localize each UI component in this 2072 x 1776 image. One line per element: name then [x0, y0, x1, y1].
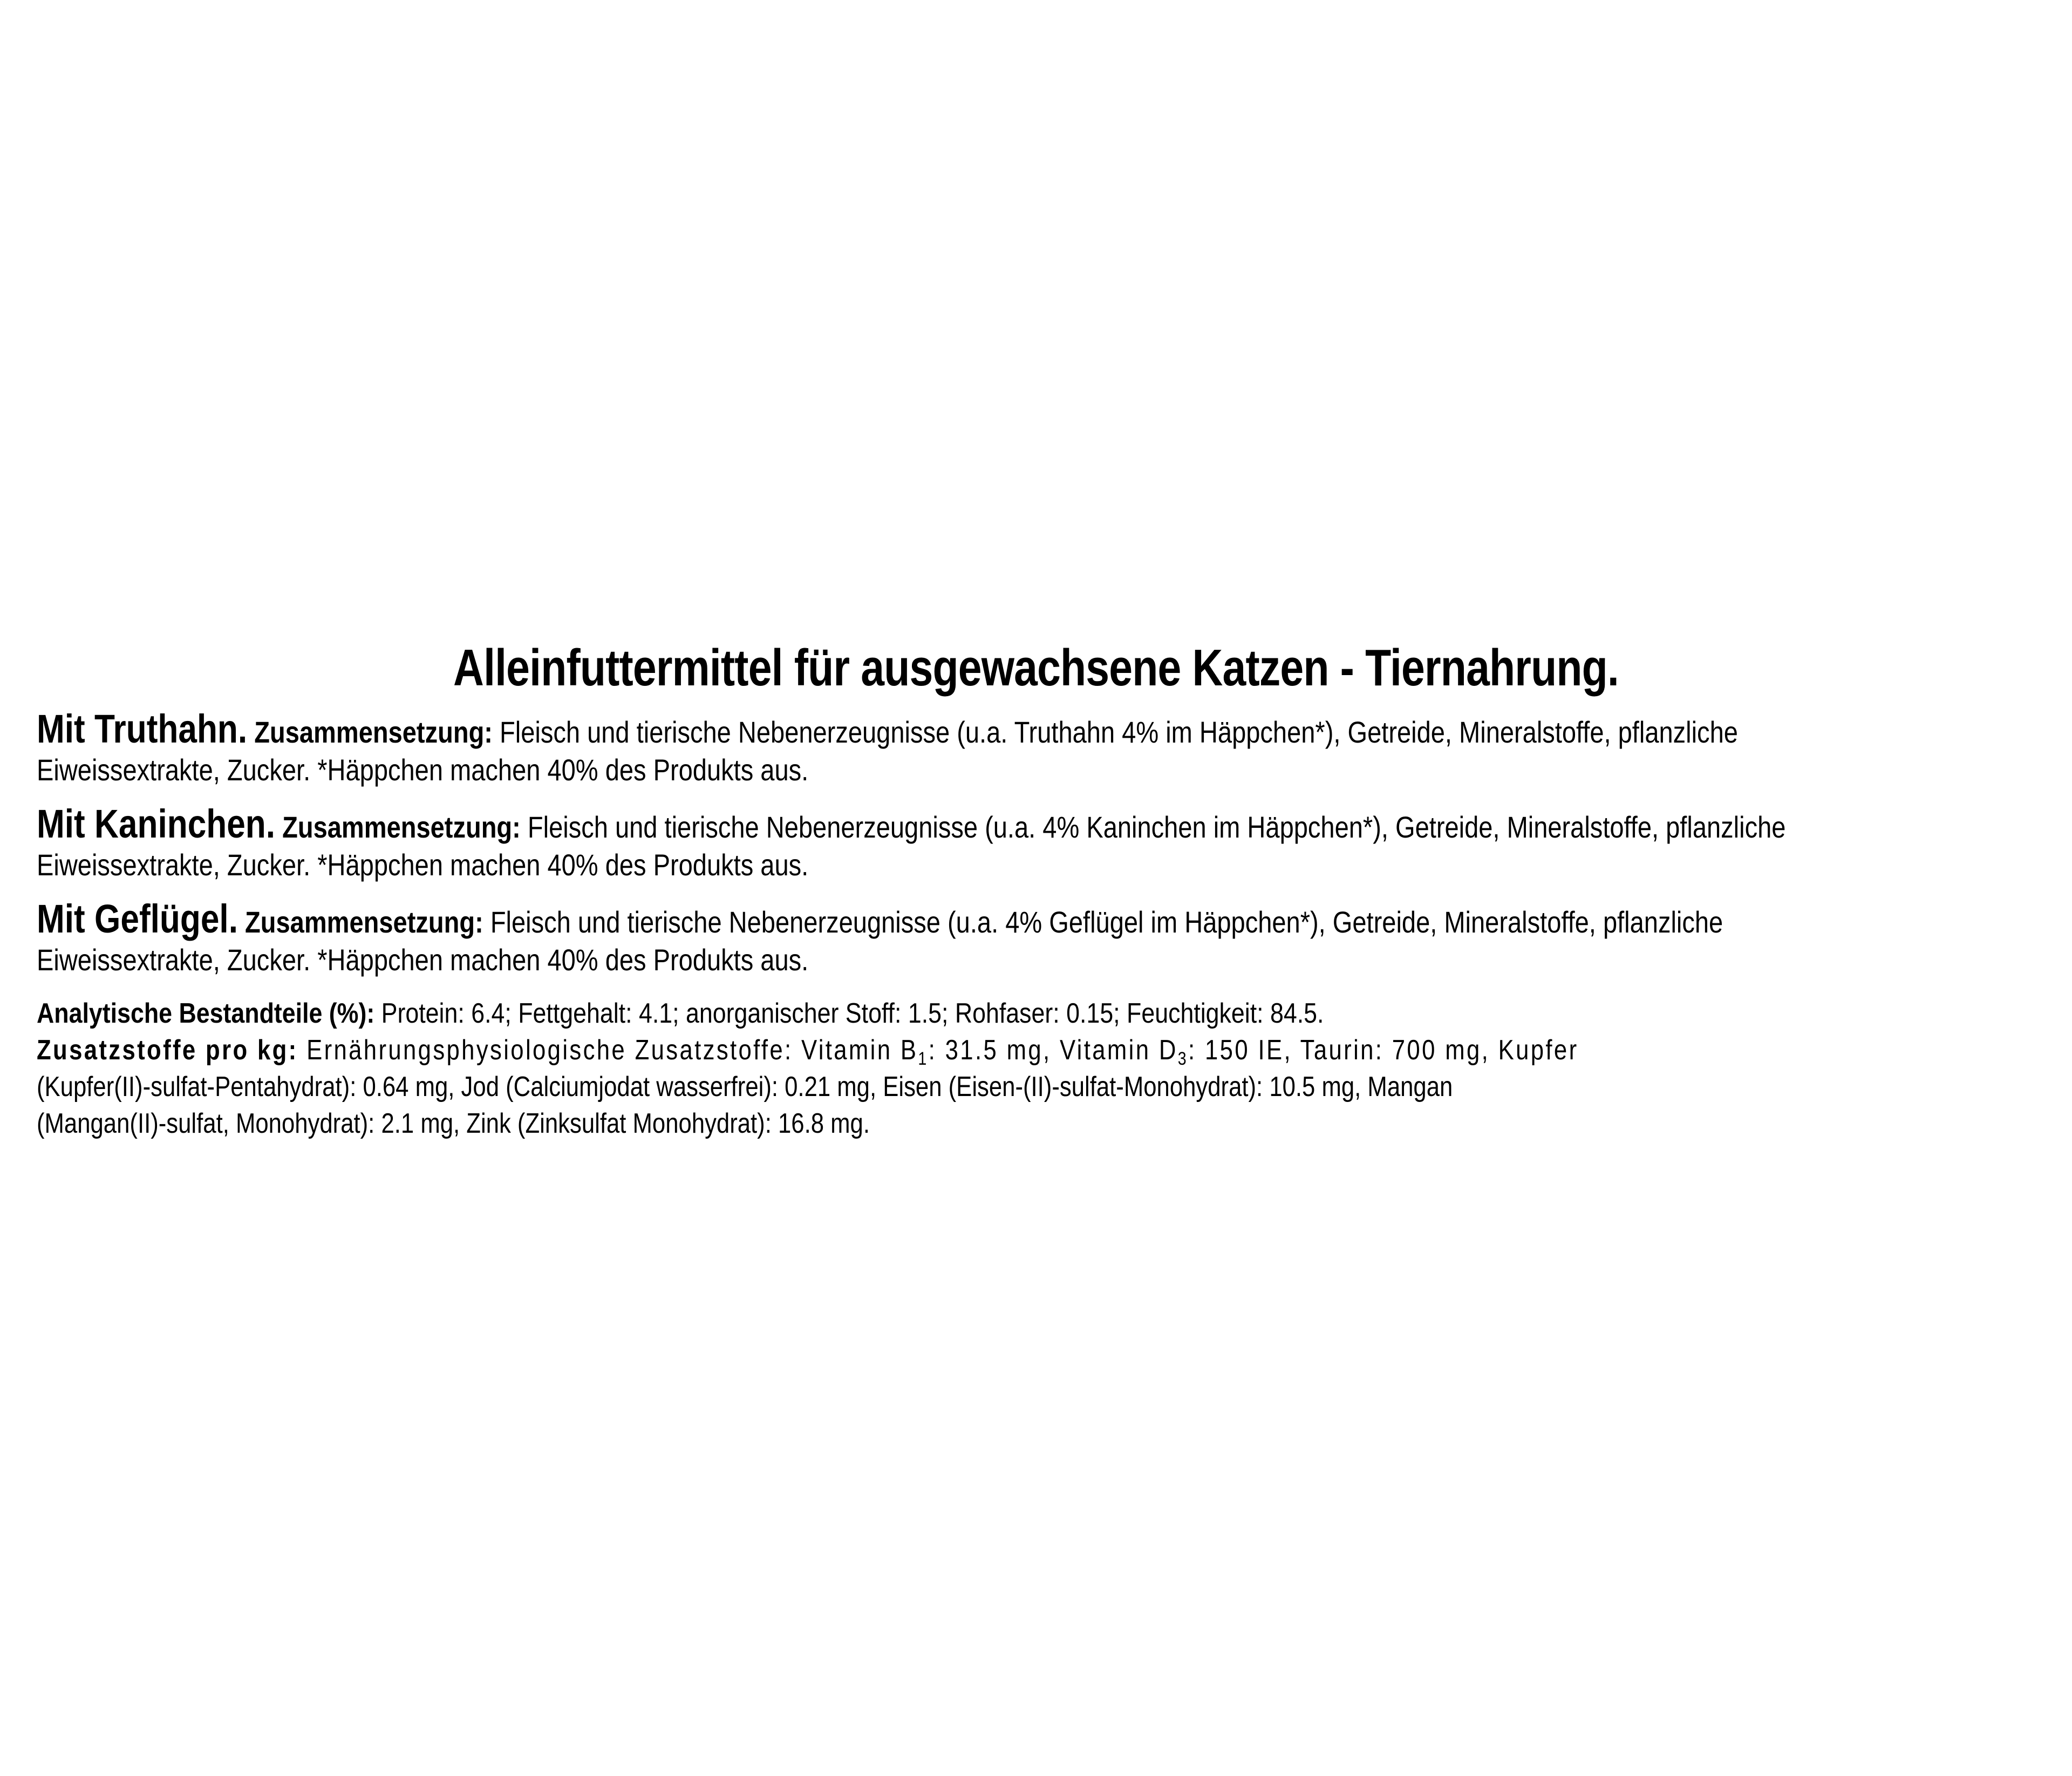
variety-line-1 [37, 706, 1738, 751]
variety-truthahn [37, 706, 2035, 789]
additives-label: Zusatzstoffe pro kg: [37, 1035, 298, 1066]
additives-text-b: : 31.5 mg, Vitamin D [928, 1035, 1178, 1066]
composition-text: Fleisch und tierische Nebenerzeugnisse (u.a. Truthahn 4% im Häppchen*), Getreide, Mineralstoffe, pflanzliche [500, 715, 1738, 749]
composition-label: Zusammensetzung: [254, 715, 493, 749]
additives-line-3: (Mangan(II)-sulfat, Monohydrat): 2.1 mg, Zink (Zinksulfat Monohydrat): 16.8 mg. [37, 1108, 870, 1139]
composition-label: Zusammensetzung: [245, 905, 483, 939]
vitamin-b-subscript: 1 [918, 1049, 929, 1069]
variety-line-1 [37, 896, 1723, 941]
additives-text-a: Ernährungsphysiologische Zusatzstoffe: Vitamin B [306, 1035, 918, 1066]
variety-name: Mit Kaninchen. [37, 801, 276, 846]
variety-line-1 [37, 801, 1786, 846]
composition-text: Fleisch und tierische Nebenerzeugnisse (u.a. 4% Geflügel im Häppchen*), Getreide, Mineralstoffe, pflanzliche [490, 905, 1723, 939]
variety-name: Mit Truthahn. [37, 706, 248, 751]
variety-line-2: Eiweissextrakte, Zucker. *Häppchen machen 40% des Produkts aus. [37, 753, 809, 787]
label-sheet [37, 636, 2035, 1142]
composition-text: Fleisch und tierische Nebenerzeugnisse (u.a. 4% Kaninchen im Häppchen*), Getreide, Mineralstoffe, pflanzliche [527, 810, 1786, 844]
additives-text-c: : 150 IE, Taurin: 700 mg, Kupfer [1188, 1035, 1579, 1066]
variety-line-2: Eiweissextrakte, Zucker. *Häppchen machen 40% des Produkts aus. [37, 943, 809, 977]
variety-line-2: Eiweissextrakte, Zucker. *Häppchen machen 40% des Produkts aus. [37, 848, 809, 882]
analysis-label: Analytische Bestandteile (%): [37, 998, 375, 1029]
variety-kaninchen [37, 801, 2035, 884]
analytical-constituents [37, 995, 2035, 1032]
variety-name: Mit Geflügel. [37, 896, 238, 941]
composition-label: Zusammensetzung: [282, 810, 521, 844]
analysis-text: Protein: 6.4; Fettgehalt: 4.1; anorganischer Stoff: 1.5; Rohfaser: 0.15; Feuchtigkeit: 84.5. [381, 998, 1324, 1029]
additives-section [37, 1032, 2035, 1142]
product-title: Alleinfuttermittel für ausgewachsene Katzen - Tiernahrung. [453, 639, 1619, 697]
additives-line-2: (Kupfer(II)-sulfat-Pentahydrat): 0.64 mg, Jod (Calciumjodat wasserfrei): 0.21 mg, Eisen (Eisen-(II)-sulfat-Monohydrat): 10.5 mg, Mangan [37, 1071, 1453, 1103]
variety-gefluegel [37, 896, 2035, 979]
additives-line-1 [37, 1032, 1715, 1069]
analysis-line [37, 995, 1755, 1032]
vitamin-d-subscript: 3 [1177, 1049, 1189, 1069]
